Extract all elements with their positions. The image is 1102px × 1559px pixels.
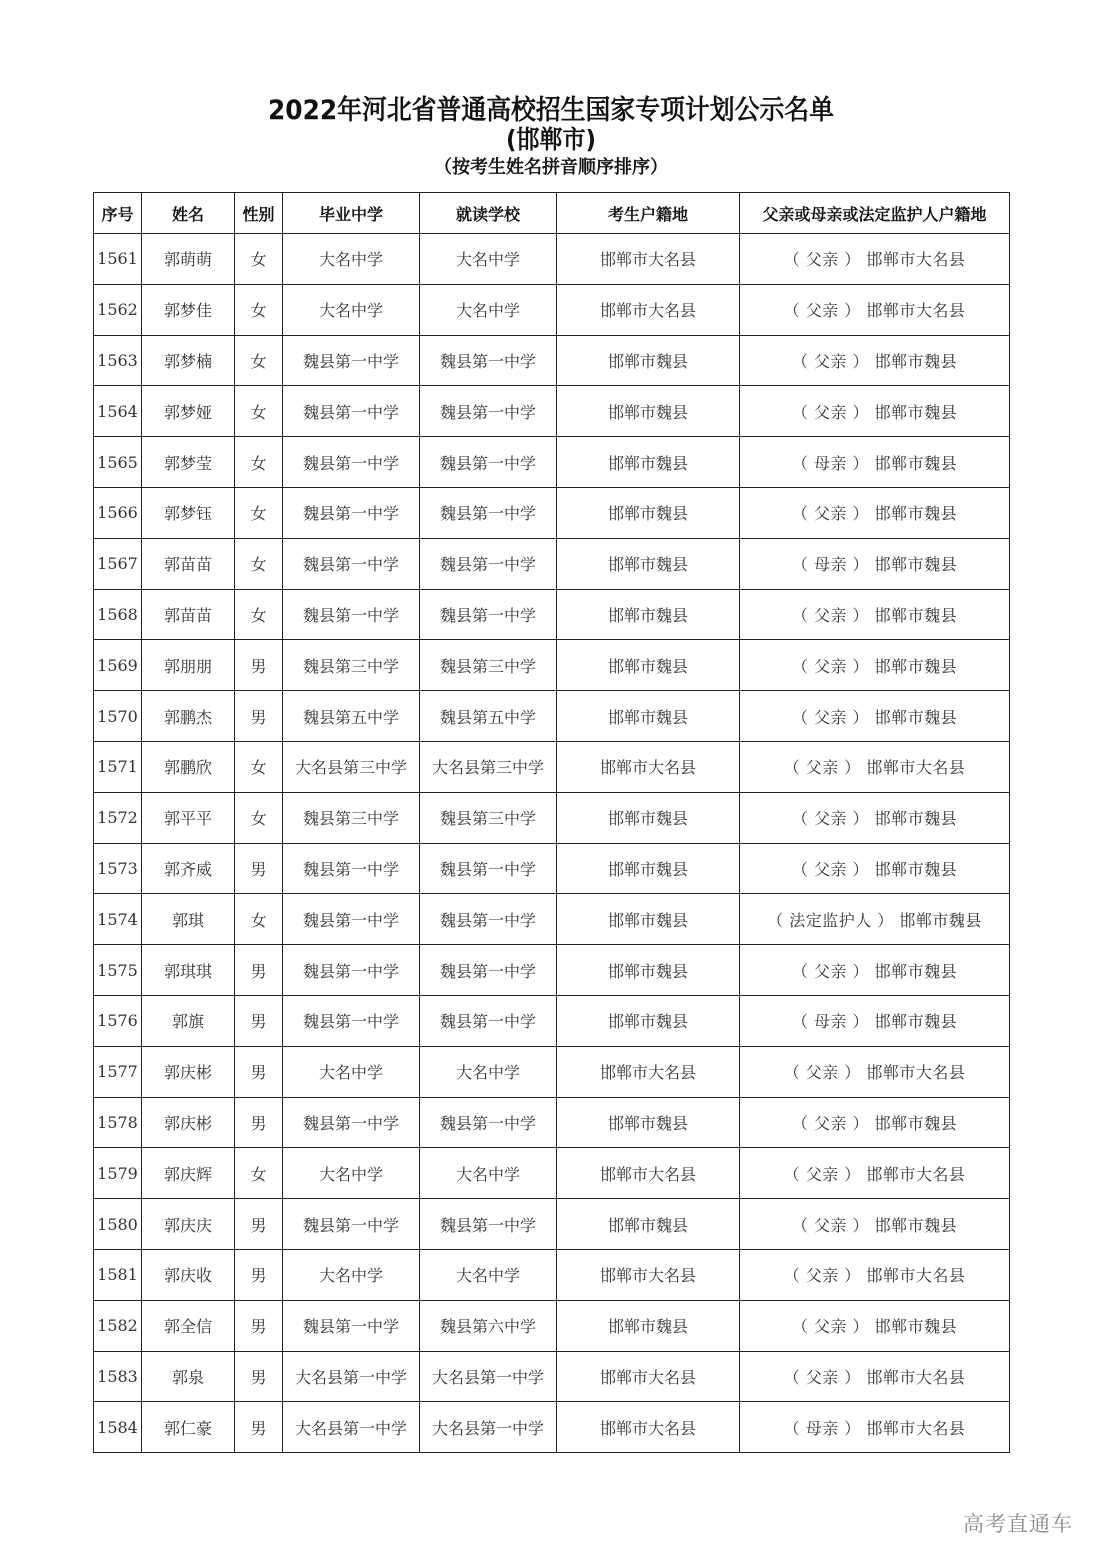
cell-seq: 1566 [94,487,142,538]
cell-current-school: 魏县第六中学 [420,1300,557,1351]
cell-household: 邯郸市魏县 [557,843,740,894]
table-row [94,1097,1010,1148]
cell-parent-household: （ 母亲 ） 邯郸市魏县 [740,995,1010,1046]
cell-parent-household: （ 父亲 ） 邯郸市大名县 [740,284,1010,335]
header-household: 考生户籍地 [557,193,740,234]
table-row [94,386,1010,437]
cell-household: 邯郸市魏县 [557,437,740,488]
cell-parent-household: （ 父亲 ） 邯郸市大名县 [740,234,1010,285]
cell-seq: 1573 [94,843,142,894]
table-row [94,284,1010,335]
cell-parent-household: （ 父亲 ） 邯郸市魏县 [740,1300,1010,1351]
cell-current-school: 魏县第三中学 [420,640,557,691]
cell-current-school: 魏县第一中学 [420,945,557,996]
cell-current-school: 大名中学 [420,284,557,335]
header-name: 姓名 [142,193,235,234]
cell-current-school: 魏县第一中学 [420,843,557,894]
cell-gender: 女 [235,1148,283,1199]
cell-current-school: 大名县第三中学 [420,741,557,792]
cell-household: 邯郸市大名县 [557,1148,740,1199]
cell-seq: 1568 [94,589,142,640]
cell-parent-household: （ 母亲 ） 邯郸市魏县 [740,538,1010,589]
cell-name: 郭梦娅 [142,386,235,437]
cell-gender: 女 [235,437,283,488]
table-row [94,691,1010,742]
cell-current-school: 魏县第三中学 [420,792,557,843]
cell-household: 邯郸市魏县 [557,335,740,386]
cell-parent-household: （ 父亲 ） 邯郸市魏县 [740,487,1010,538]
table-row [94,1249,1010,1300]
cell-graduated-school: 大名中学 [283,234,420,285]
cell-household: 邯郸市魏县 [557,589,740,640]
cell-graduated-school: 魏县第一中学 [283,1300,420,1351]
table-row [94,995,1010,1046]
cell-seq: 1570 [94,691,142,742]
cell-graduated-school: 大名中学 [283,1046,420,1097]
cell-graduated-school: 大名中学 [283,1249,420,1300]
cell-current-school: 大名县第一中学 [420,1351,557,1402]
cell-seq: 1563 [94,335,142,386]
cell-parent-household: （ 父亲 ） 邯郸市魏县 [740,640,1010,691]
cell-name: 郭琪琪 [142,945,235,996]
table-row [94,741,1010,792]
cell-graduated-school: 大名中学 [283,284,420,335]
cell-gender: 男 [235,995,283,1046]
cell-parent-household: （ 父亲 ） 邯郸市魏县 [740,792,1010,843]
cell-graduated-school: 魏县第一中学 [283,538,420,589]
cell-gender: 女 [235,335,283,386]
cell-name: 郭庆彬 [142,1097,235,1148]
cell-household: 邯郸市大名县 [557,284,740,335]
cell-household: 邯郸市魏县 [557,538,740,589]
cell-parent-household: （ 父亲 ） 邯郸市大名县 [740,741,1010,792]
cell-household: 邯郸市魏县 [557,640,740,691]
cell-gender: 女 [235,284,283,335]
cell-name: 郭平平 [142,792,235,843]
table-row [94,640,1010,691]
cell-graduated-school: 魏县第一中学 [283,843,420,894]
cell-parent-household: （ 父亲 ） 邯郸市大名县 [740,1351,1010,1402]
cell-gender: 女 [235,894,283,945]
cell-household: 邯郸市魏县 [557,1097,740,1148]
cell-graduated-school: 魏县第一中学 [283,487,420,538]
cell-current-school: 大名中学 [420,1148,557,1199]
cell-name: 郭梦佳 [142,284,235,335]
cell-name: 郭泉 [142,1351,235,1402]
cell-gender: 女 [235,234,283,285]
cell-household: 邯郸市魏县 [557,894,740,945]
cell-parent-household: （ 父亲 ） 邯郸市魏县 [740,335,1010,386]
table-header-row [94,193,1010,234]
cell-seq: 1583 [94,1351,142,1402]
cell-name: 郭苗苗 [142,589,235,640]
table-row [94,1148,1010,1199]
cell-parent-household: （ 法定监护人 ） 邯郸市魏县 [740,894,1010,945]
cell-name: 郭全信 [142,1300,235,1351]
cell-gender: 男 [235,1199,283,1250]
cell-seq: 1564 [94,386,142,437]
cell-name: 郭鹏欣 [142,741,235,792]
cell-gender: 男 [235,1300,283,1351]
cell-name: 郭庆辉 [142,1148,235,1199]
cell-current-school: 魏县第一中学 [420,335,557,386]
cell-current-school: 魏县第五中学 [420,691,557,742]
cell-seq: 1577 [94,1046,142,1097]
cell-parent-household: （ 父亲 ） 邯郸市魏县 [740,1199,1010,1250]
cell-parent-household: （ 父亲 ） 邯郸市大名县 [740,1046,1010,1097]
cell-graduated-school: 魏县第一中学 [283,894,420,945]
cell-household: 邯郸市魏县 [557,1300,740,1351]
cell-name: 郭庆庆 [142,1199,235,1250]
cell-gender: 女 [235,741,283,792]
cell-current-school: 魏县第一中学 [420,437,557,488]
table-row [94,538,1010,589]
cell-graduated-school: 魏县第三中学 [283,792,420,843]
cell-parent-household: （ 父亲 ） 邯郸市魏县 [740,589,1010,640]
cell-seq: 1580 [94,1199,142,1250]
cell-parent-household: （ 父亲 ） 邯郸市魏县 [740,843,1010,894]
roster-table [93,192,1010,1453]
cell-graduated-school: 魏县第五中学 [283,691,420,742]
cell-graduated-school: 魏县第一中学 [283,386,420,437]
cell-household: 邯郸市魏县 [557,792,740,843]
table-row [94,1199,1010,1250]
cell-seq: 1584 [94,1402,142,1453]
cell-seq: 1571 [94,741,142,792]
cell-seq: 1578 [94,1097,142,1148]
cell-current-school: 大名县第一中学 [420,1402,557,1453]
table-row [94,234,1010,285]
cell-seq: 1575 [94,945,142,996]
cell-household: 邯郸市大名县 [557,1402,740,1453]
cell-graduated-school: 大名县第三中学 [283,741,420,792]
cell-gender: 男 [235,691,283,742]
cell-name: 郭梦莹 [142,437,235,488]
cell-name: 郭朋朋 [142,640,235,691]
cell-name: 郭庆收 [142,1249,235,1300]
cell-name: 郭旗 [142,995,235,1046]
cell-parent-household: （ 父亲 ） 邯郸市魏县 [740,386,1010,437]
cell-seq: 1582 [94,1300,142,1351]
table-row [94,792,1010,843]
cell-gender: 男 [235,1402,283,1453]
cell-name: 郭仁豪 [142,1402,235,1453]
cell-household: 邯郸市魏县 [557,691,740,742]
cell-graduated-school: 魏县第一中学 [283,335,420,386]
cell-seq: 1581 [94,1249,142,1300]
header-gender: 性别 [235,193,283,234]
cell-seq: 1567 [94,538,142,589]
cell-household: 邯郸市大名县 [557,1351,740,1402]
cell-household: 邯郸市魏县 [557,487,740,538]
cell-name: 郭苗苗 [142,538,235,589]
cell-name: 郭萌萌 [142,234,235,285]
header-current-school: 就读学校 [420,193,557,234]
cell-seq: 1565 [94,437,142,488]
cell-gender: 男 [235,1097,283,1148]
cell-name: 郭琪 [142,894,235,945]
cell-parent-household: （ 父亲 ） 邯郸市大名县 [740,1148,1010,1199]
table-row [94,1402,1010,1453]
cell-current-school: 大名中学 [420,1046,557,1097]
cell-name: 郭庆彬 [142,1046,235,1097]
cell-gender: 女 [235,792,283,843]
table-row [94,894,1010,945]
cell-seq: 1574 [94,894,142,945]
cell-gender: 女 [235,386,283,437]
cell-graduated-school: 大名县第一中学 [283,1351,420,1402]
cell-name: 郭梦钰 [142,487,235,538]
cell-graduated-school: 魏县第一中学 [283,1097,420,1148]
cell-household: 邯郸市大名县 [557,1249,740,1300]
cell-parent-household: （ 母亲 ） 邯郸市魏县 [740,437,1010,488]
table-row [94,437,1010,488]
cell-gender: 男 [235,640,283,691]
table-row [94,335,1010,386]
cell-household: 邯郸市魏县 [557,1199,740,1250]
document-title: 2022年河北省普通高校招生国家专项计划公示名单 [268,95,834,126]
cell-seq: 1561 [94,234,142,285]
cell-current-school: 魏县第一中学 [420,538,557,589]
cell-gender: 女 [235,589,283,640]
cell-current-school: 魏县第一中学 [420,995,557,1046]
cell-parent-household: （ 父亲 ） 邯郸市魏县 [740,1097,1010,1148]
sort-note: （按考生姓名拼音顺序排序） [434,157,668,178]
cell-parent-household: （ 母亲 ） 邯郸市大名县 [740,1402,1010,1453]
table-row [94,1046,1010,1097]
cell-seq: 1562 [94,284,142,335]
watermark: 高考直通车 [963,1512,1073,1536]
cell-current-school: 魏县第一中学 [420,589,557,640]
table-row [94,487,1010,538]
cell-gender: 男 [235,1249,283,1300]
cell-household: 邯郸市大名县 [557,234,740,285]
header-parent-household: 父亲或母亲或法定监护人户籍地 [740,193,1010,234]
header-graduated-school: 毕业中学 [283,193,420,234]
cell-gender: 男 [235,945,283,996]
cell-graduated-school: 大名中学 [283,1148,420,1199]
cell-seq: 1572 [94,792,142,843]
cell-current-school: 大名中学 [420,234,557,285]
cell-graduated-school: 魏县第一中学 [283,945,420,996]
cell-gender: 女 [235,487,283,538]
cell-household: 邯郸市大名县 [557,741,740,792]
document-city: (邯郸市) [505,125,597,154]
cell-current-school: 魏县第一中学 [420,1199,557,1250]
cell-gender: 男 [235,1351,283,1402]
cell-current-school: 魏县第一中学 [420,894,557,945]
cell-graduated-school: 魏县第三中学 [283,640,420,691]
cell-gender: 男 [235,843,283,894]
cell-graduated-school: 魏县第一中学 [283,589,420,640]
table-row [94,1300,1010,1351]
cell-household: 邯郸市大名县 [557,1046,740,1097]
table-row [94,1351,1010,1402]
table-row [94,843,1010,894]
table-row [94,589,1010,640]
cell-graduated-school: 大名县第一中学 [283,1402,420,1453]
cell-current-school: 大名中学 [420,1249,557,1300]
cell-household: 邯郸市魏县 [557,386,740,437]
cell-seq: 1569 [94,640,142,691]
cell-current-school: 魏县第一中学 [420,487,557,538]
cell-current-school: 魏县第一中学 [420,386,557,437]
cell-name: 郭梦楠 [142,335,235,386]
cell-seq: 1576 [94,995,142,1046]
header-seq: 序号 [94,193,142,234]
cell-current-school: 魏县第一中学 [420,1097,557,1148]
cell-gender: 女 [235,538,283,589]
cell-seq: 1579 [94,1148,142,1199]
cell-graduated-school: 魏县第一中学 [283,437,420,488]
cell-parent-household: （ 父亲 ） 邯郸市魏县 [740,945,1010,996]
cell-parent-household: （ 父亲 ） 邯郸市大名县 [740,1249,1010,1300]
cell-parent-household: （ 父亲 ） 邯郸市魏县 [740,691,1010,742]
cell-household: 邯郸市魏县 [557,995,740,1046]
table-row [94,945,1010,996]
cell-gender: 男 [235,1046,283,1097]
cell-household: 邯郸市魏县 [557,945,740,996]
cell-name: 郭齐威 [142,843,235,894]
cell-graduated-school: 魏县第一中学 [283,1199,420,1250]
cell-graduated-school: 魏县第一中学 [283,995,420,1046]
cell-name: 郭鹏杰 [142,691,235,742]
